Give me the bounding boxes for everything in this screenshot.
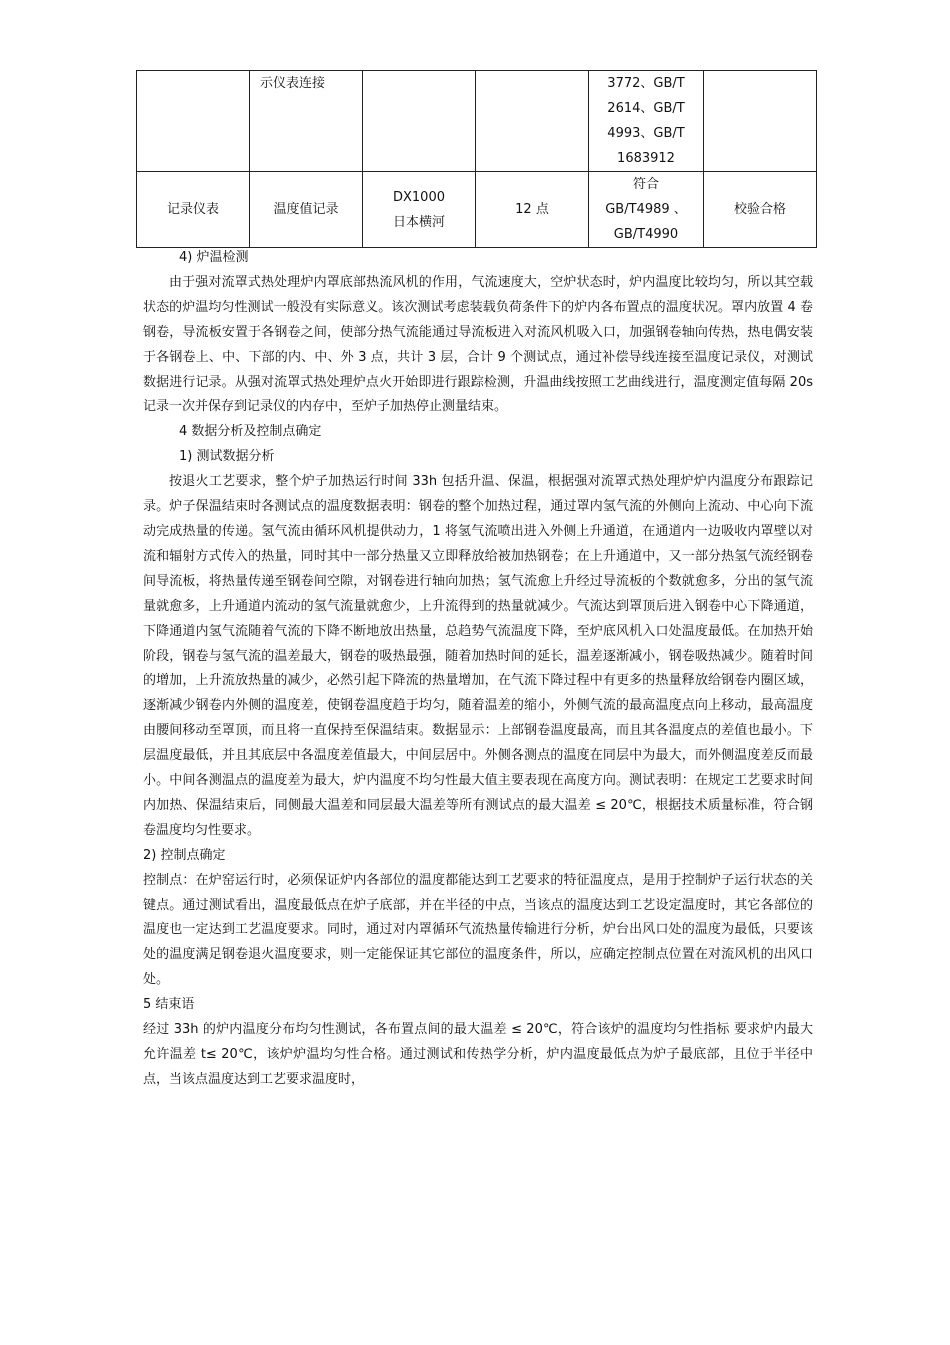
cell-model <box>363 172 476 248</box>
table-row <box>137 71 817 172</box>
cell-item <box>137 71 250 172</box>
cell-function: 示仪表连接 <box>250 71 363 172</box>
section-heading: 4 数据分析及控制点确定 <box>179 424 322 440</box>
subsection-heading: 1) 测试数据分析 <box>179 449 275 465</box>
paragraph: 经过 33h 的炉内温度分布均匀性测试，各布置点间的最大温差 ≤ 20℃，符合该炉的温度均匀性指标 要求炉内最大允许温差 t≤ 20℃，该炉炉温均匀性合格。通过测试和传热学分析，炉内温度最低点为炉子最底部，且位于半径中点，当该点温度达到工艺要求温度时， <box>143 1022 813 1087</box>
cell-standard <box>589 71 704 172</box>
section-heading: 4) 炉温检测 <box>179 250 249 265</box>
subsection-heading: 2) 控制点确定 <box>143 847 226 863</box>
cell-result <box>704 71 817 172</box>
standard-line: 1683912 <box>617 151 675 166</box>
cell-result: 校验合格 <box>704 172 817 248</box>
standard-line: GB/T4990 <box>613 227 679 242</box>
table-row <box>137 172 817 248</box>
standard-line: 3772、GB/T <box>607 76 685 91</box>
cell-points <box>476 71 589 172</box>
cell-function: 温度值记录 <box>250 172 363 248</box>
cell-model <box>363 71 476 172</box>
article-body <box>143 246 813 1093</box>
cell-points: 12 点 <box>476 172 589 248</box>
cell-item: 记录仪表 <box>137 172 250 248</box>
standard-line: 符合 <box>632 177 659 192</box>
cell-standard <box>589 172 704 248</box>
standard-line: GB/T4989 、 <box>605 202 687 217</box>
model-line: 日本横河 <box>392 214 445 230</box>
model-line: DX1000 <box>393 189 445 205</box>
paragraph: 由于强对流罩式热处理炉内罩底部热流风机的作用，气流速度大，空炉状态时，炉内温度比较均匀，所以其空载状态的炉温均匀性测试一般没有实际意义。该次测试考虑装载负荷条件下的炉内各布置点的温度状况。罩内放置 4 卷钢卷，导流板安置于各钢卷之间，使部分热气流能通过导流板进入对流风机吸入口，加强钢卷轴向传热，热电偶安装于各钢卷上、中、下部的内、中、外 3 点，共计 3 层，合计 9 个测试点，通过补偿导线连接至温度记录仪，对测试数据进行记录。从强对流罩式热处理炉点火开始即进行跟踪检测，升温曲线按照工艺曲线进行，温度测定值每隔 20s 记录一次并保存到记录仪的内存中，至炉子加热停止测量结束。 <box>143 274 813 415</box>
paragraph: 控制点：在炉窑运行时，必须保证炉内各部位的温度都能达到工艺要求的特征温度点，是用于控制炉子运行状态的关键点。通过测试看出，温度最低点在炉子底部，并在半径的中点，当该点的温度达到工艺设定温度时，其它各部位的温度也一定达到工艺温度要求。同时，通过对内罩循环气流热量传输进行分析，炉台出风口处的温度为最低，只要该处的温度满足钢卷退火温度要求，则一定能保证其它部位的温度条件，所以，应确定控制点位置在对流风机的出风口处。 <box>143 872 813 988</box>
standard-line: 2614、GB/T <box>607 101 685 116</box>
instrument-table <box>136 70 817 248</box>
paragraph: 按退火工艺要求，整个炉子加热运行时间 33h 包括升温、保温，根据强对流罩式热处理炉炉内温度分布跟踪记录。炉子保温结束时各测试点的温度数据表明：钢卷的整个加热过程，通过罩内氢气流的外侧向上流动、中心向下流动完成热量的传递。氢气流由循环风机提供动力，1 将氢气流喷出进入外侧上升通道，在通道内一边吸收内罩壁以对流和辐射方式传入的热量，同时其中一部分热量又立即释放给被加热钢卷；在上升通道中，又一部分热氢气流经钢卷间导流板，将热量传递至钢卷间空隙，对钢卷进行轴向加热；氢气流愈上升经过导流板的个数就愈多，分出的氢气流量就愈多，上升通道内流动的氢气流量就愈少，上升流得到的热量就减少。气流达到罩顶后进入钢卷中心下降通道，下降通道内氢气流随着气流的下降不断地放出热量，总趋势气流温度下降，至炉底风机入口处温度最低。在加热开始阶段，钢卷与氢气流的温差最大，钢卷的吸热最强，随着加热时间的延长，温差逐渐减小，钢卷吸热减少。随着时间的增加，上升流放热量的减少，必然引起下降流的热量增加，在气流下降过程中有更多的热量释放给钢卷内圈区域，逐渐减少钢卷内外侧的温度差，使钢卷温度趋于均匀，随着温差的缩小，外侧气流的最高温度点向上移动，最高温度由腰间移动至罩顶，而且将一直保持至保温结束。数据显示：上部钢卷温度最高，而且其各温度点的差值也最小。下层温度最低，并且其底层中各温度差值最大，中间层居中。外侧各测点的温度在同层中为最大，而外侧温度差反而最小。中间各测温点的温度差为最大，炉内温度不均匀性最大值主要表现在高度方向。测试表明：在规定工艺要求时间内加热、保温结束后，同侧最大温差和同层最大温差等所有测试点的最大温差 ≤ 20℃，根据技术质量标准，符合钢卷温度均匀性要求。 <box>143 474 813 838</box>
standard-line: 4993、GB/T <box>607 126 685 141</box>
section-heading: 5 结束语 <box>143 997 195 1013</box>
